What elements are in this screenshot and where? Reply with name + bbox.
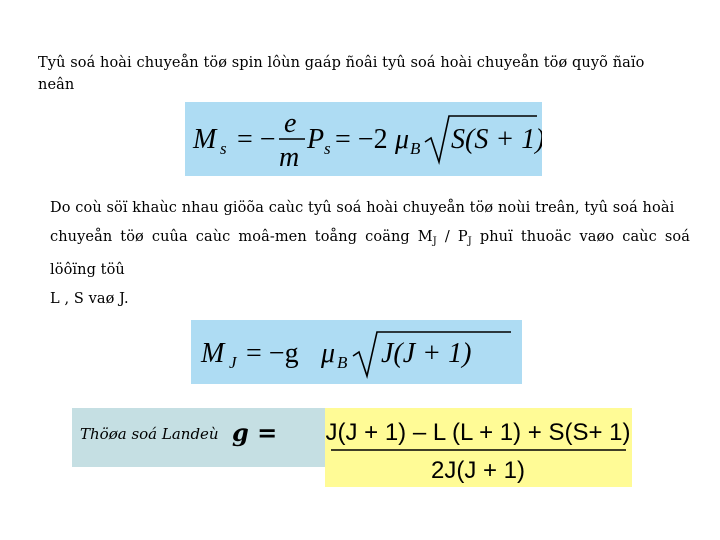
ms-lhs-sub: s xyxy=(220,139,227,158)
subscript-j: J xyxy=(432,236,437,247)
ms-mu-sub: B xyxy=(410,139,421,158)
ms-p-sub: s xyxy=(324,139,331,158)
text-segment: phuï thuoäc vaøo caùc soá löôïng töû xyxy=(50,229,690,278)
ms-eq: = − xyxy=(237,124,276,155)
mj-radicand: J(J + 1) xyxy=(381,338,472,369)
mj-eq: = −g xyxy=(246,338,299,369)
ms-lhs: M xyxy=(193,124,217,155)
lande-denominator: 2J(J + 1) xyxy=(430,457,526,484)
mj-mu: μ xyxy=(321,338,336,369)
text-segment: chuyeån töø cuûa caùc moâ-men toång coäng M xyxy=(50,229,433,245)
formula-ms xyxy=(185,102,542,176)
formula-mj xyxy=(191,320,522,384)
paragraph-line: neân xyxy=(38,77,75,93)
text-segment: / P xyxy=(436,229,468,245)
paragraph-line: L , S vaø J. xyxy=(50,291,129,307)
mj-lhs-sub: J xyxy=(229,353,237,372)
formula-ms-box xyxy=(185,102,542,176)
ms-p: P xyxy=(307,124,325,155)
ms-frac-den: m xyxy=(279,142,300,173)
lande-numerator: J(J + 1) – L (L + 1) + S(S+ 1) xyxy=(325,419,631,446)
paragraph-line: Do coù söï khaùc nhau giöõa caùc tyû soá hoài chuyeån töø noùi treân, tyû soá hoài xyxy=(50,200,675,216)
ms-mu: μ xyxy=(395,124,410,155)
lande-label: Thöøa soá Landeù xyxy=(80,425,219,443)
ms-radicand: S(S + 1) xyxy=(451,124,542,155)
paragraph-spin-ratio xyxy=(38,52,678,96)
mj-mu-sub: B xyxy=(337,353,348,372)
lande-g-symbol: g = xyxy=(232,418,278,447)
formula-mj-box xyxy=(191,320,522,384)
ms-eq2: = −2 xyxy=(335,124,388,155)
paragraph-line xyxy=(50,223,690,285)
paragraph-landé xyxy=(50,194,690,314)
subscript-j: J xyxy=(467,236,472,247)
paragraph-line: Tyû soá hoài chuyeån töø spin lôùn gaáp ñoâi tyû soá hoài chuyeån töø quyõ ñaïo xyxy=(38,55,645,71)
lande-formula-box xyxy=(325,408,632,487)
lande-formula xyxy=(325,408,632,487)
mj-lhs: M xyxy=(201,338,225,369)
ms-frac-num: e xyxy=(284,108,297,139)
